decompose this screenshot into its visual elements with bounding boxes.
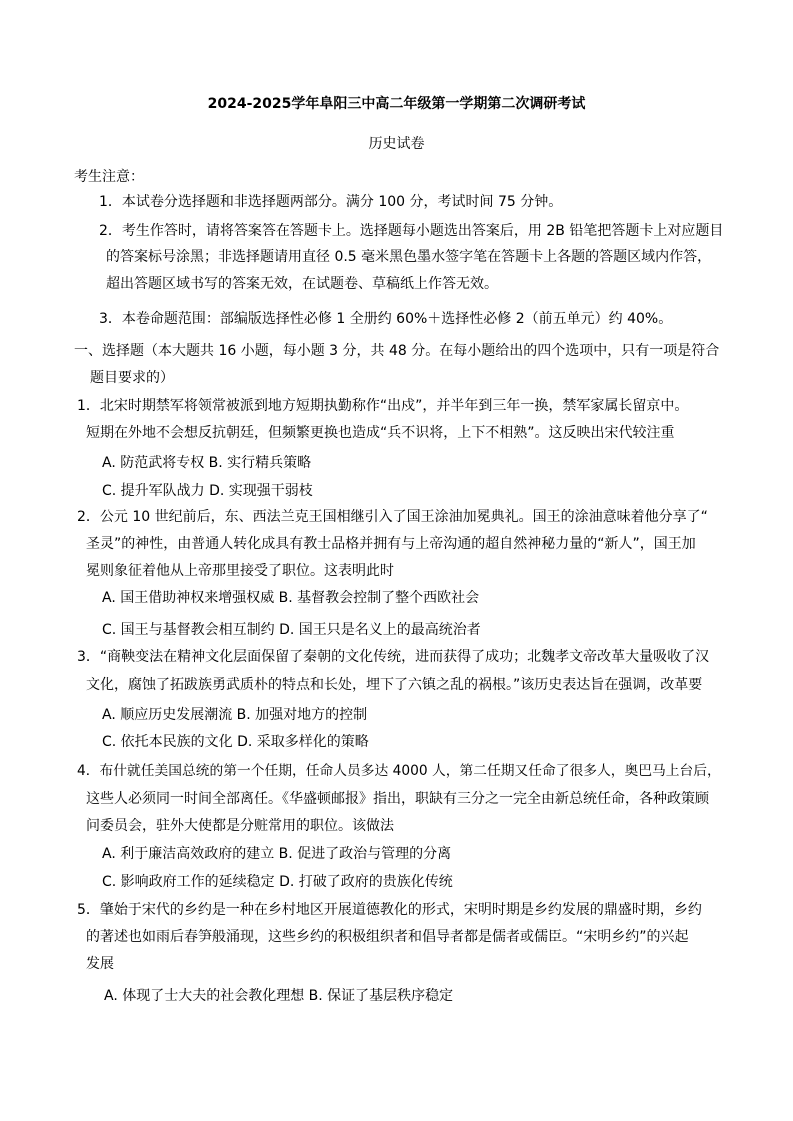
notice-item: 1．本试卷分选择题和非选择题两部分。满分 100 分，考试时间 75 分钟。 (99, 194, 563, 210)
question-3-text: 3．“商鞅变法在精神文化层面保留了秦朝的文化传统，进而获得了成功；北魏孝文帝改革大量吸收了汉 (77, 649, 710, 665)
notice-item: 的答案标号涂黑；非选择题请用直径 0.5 毫米黑色墨水签字笔在答题卡上各题的答题区域内作答， (106, 249, 712, 265)
question-1-text: 短期在外地不会想反抗朝廷，但频繁更换也造成“兵不识将，上下不相熟”。这反映出宋代较注重 (86, 425, 675, 441)
notice-item: 2．考生作答时，请将答案答在答题卡上。选择题每小题选出答案后，用 2B 铅笔把答题卡上对应题目 (99, 223, 724, 239)
exam-title: 2024-2025学年阜阳三中高二年级第一学期第二次调研考试 (207, 96, 586, 112)
question-5-options: A. 体现了士大夫的社会教化理想 B. 保证了基层秩序稳定 (104, 988, 454, 1004)
exam-subtitle: 历史试卷 (368, 136, 425, 152)
question-2-text: 冕则象征着他从上帝那里接受了职位。这表明此时 (86, 563, 394, 579)
question-4-text: 这些人必须同一时间全部离任。《华盛顿邮报》指出，职缺有三分之一完全由新总统任命，各种政策顾 (86, 791, 709, 807)
question-2-options: C. 国王与基督教会相互制约 D. 国王只是名义上的最高统治者 (102, 622, 481, 638)
question-3-text: 文化，腐蚀了拓跋族勇武质朴的特点和长处，埋下了六镇之乱的祸根。”该历史表达旨在强调，改革要 (86, 677, 703, 693)
notice-heading: 考生注意： (74, 169, 144, 185)
question-5-text: 5．肇始于宋代的乡约是一种在乡村地区开展道德教化的形式，宋明时期是乡约发展的鼎盛时期，乡约 (77, 902, 702, 918)
section-heading-cont: 题目要求的） (90, 370, 174, 386)
question-4-options: A. 利于廉洁高效政府的建立 B. 促进了政治与管理的分离 (102, 846, 452, 862)
question-1-options: C. 提升军队战力 D. 实现强干弱枝 (102, 483, 313, 499)
question-1-text: 1．北宋时期禁军将领常被派到地方短期执勤称作“出戍”，并半年到三年一换，禁军家属长留京中。 (77, 398, 689, 414)
question-5-text: 的著述也如雨后春笋般涌现，这些乡约的积极组织者和倡导者都是儒者或儒臣。“宋明乡约”的兴起 (86, 929, 689, 945)
question-2-options: A. 国王借助神权来增强权威 B. 基督教会控制了整个西欧社会 (102, 590, 480, 606)
question-4-text: 4．布什就任美国总统的第一个任期，任命人员多达 4000 人，第二任期又任命了很多人，奥巴马上台后， (77, 763, 721, 779)
question-4-text: 问委员会，驻外大使都是分赃常用的职位。该做法 (86, 818, 394, 834)
section-heading: 一、选择题（本大题共 16 小题，每小题 3 分，共 48 分。在每小题给出的四个选项中，只有一项是符合 (74, 343, 720, 359)
question-3-options: A. 顺应历史发展潮流 B. 加强对地方的控制 (102, 707, 368, 723)
notice-item: 超出答题区域书写的答案无效，在试题卷、草稿纸上作答无效。 (106, 276, 498, 292)
question-5-text: 发展 (86, 956, 114, 972)
question-2-text: 2．公元 10 世纪前后，东、西法兰克王国相继引入了国王涂油加冕典礼。国王的涂油意味着他分享了“ (77, 509, 708, 525)
notice-item: 3．本卷命题范围：部编版选择性必修 1 全册约 60%＋选择性必修 2（前五单元）约 40%。 (99, 311, 673, 327)
question-4-options: C. 影响政府工作的延续稳定 D. 打破了政府的贵族化传统 (102, 874, 453, 890)
question-1-options: A. 防范武将专权 B. 实行精兵策略 (102, 455, 312, 471)
question-2-text: 圣灵”的神性，由普通人转化成具有教士品格并拥有与上帝沟通的超自然神秘力量的“新人”，国王加 (86, 536, 696, 552)
question-3-options: C. 依托本民族的文化 D. 采取多样化的策略 (102, 734, 369, 750)
